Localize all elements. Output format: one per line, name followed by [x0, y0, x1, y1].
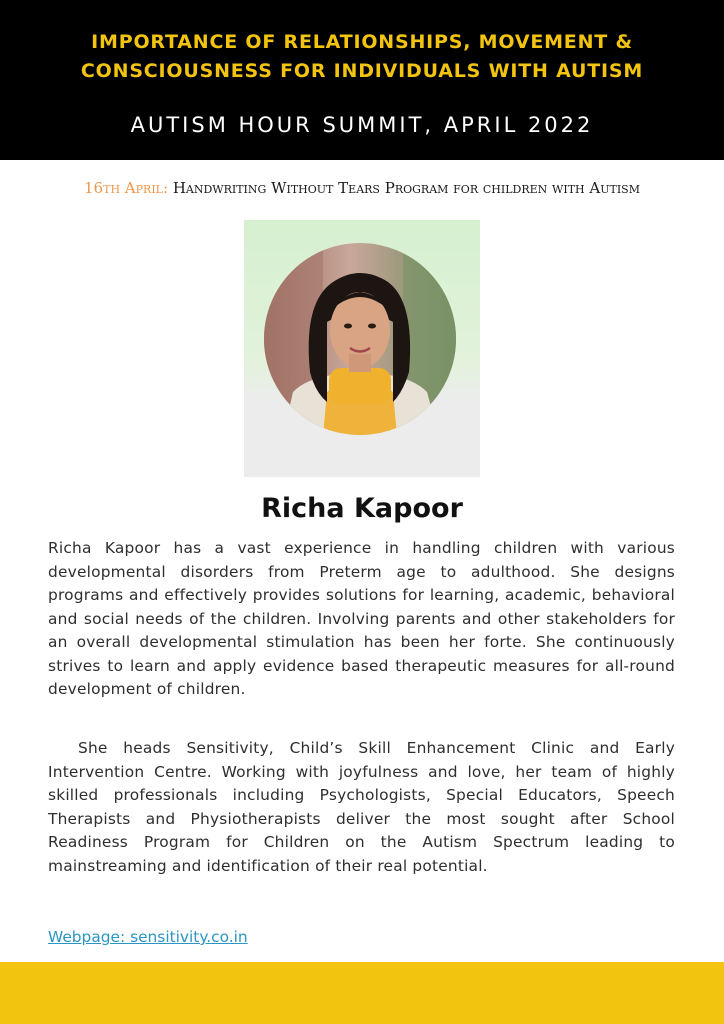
speaker-bio-paragraph-1: Richa Kapoor has a vast experience in handling children with various developmental disorders from Preterm age to adulthood. She designs programs and effectively provides solutions for learning, academic, behavioral and social needs of the children. Involving parents and other stakeholders for an overall developmental stimulation has been her forte. She continuously strives to learn and apply evidence based therapeutic measures for all-round development of children. — [48, 539, 675, 698]
event-title-line-2: CONSCIOUSNESS FOR INDIVIDUALS WITH AUTISM — [80, 60, 644, 82]
speaker-name: Richa Kapoor — [261, 493, 463, 524]
session-date: 16th April: — [84, 179, 169, 197]
speaker-bio-paragraph-2: She heads Sensitivity, Child’s Skill Enhancement Clinic and Early Intervention Centre. Working with joyfulness and love, her team of highly skilled professionals including Psychologists, Special Educators, Speech Therapists and Physiotherapists deliver the most sought after School Readiness Program for Children on the Autism Spectrum leading to mainstreaming and identification of their real potential. — [48, 739, 675, 875]
header-banner — [0, 0, 724, 160]
session-topic: Handwriting Without Tears Program for children with Autism — [172, 179, 640, 197]
session-line — [0, 177, 724, 199]
speaker-photo — [263, 242, 457, 436]
event-subtitle: AUTISM HOUR SUMMIT, APRIL 2022 — [130, 113, 594, 137]
webpage-link[interactable]: Webpage: sensitivity.co.in — [48, 928, 248, 946]
event-title-line-1: IMPORTANCE OF RELATIONSHIPS, MOVEMENT & — [91, 31, 633, 53]
footer-bar — [0, 962, 724, 1024]
event-title — [0, 28, 724, 86]
